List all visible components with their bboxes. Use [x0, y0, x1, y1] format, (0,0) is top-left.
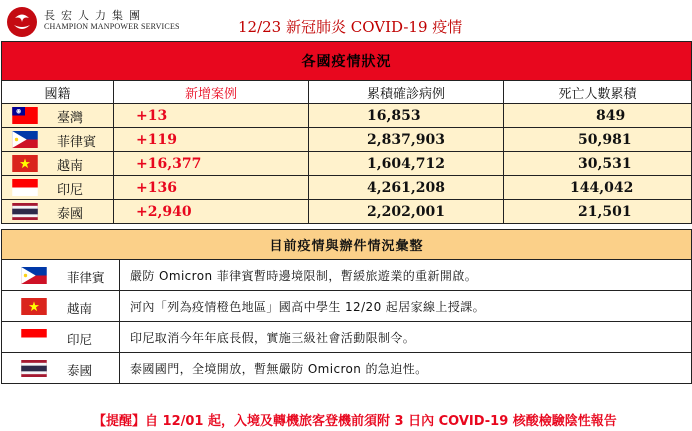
- table-row: [2, 200, 692, 224]
- philippines-flag-icon: [16, 267, 52, 284]
- summary-text: 河內「列為疫情橙色地區」國高中學生 12/20 起居家線上授課。: [120, 291, 692, 322]
- vietnam-flag-icon: [10, 155, 40, 172]
- country-cell: [2, 176, 114, 200]
- travel-reminder: 【提醒】自 12/01 起，入境及轉機旅客登機前須附 3 日內 COVID-19 核酸檢驗陰性報告: [93, 414, 617, 429]
- indonesia-flag-icon: [16, 329, 52, 346]
- death-count: 50,981: [504, 128, 692, 152]
- summary-country-cell: [2, 322, 120, 353]
- new-cases: +13: [114, 104, 309, 128]
- country-cell: [2, 128, 114, 152]
- country-cell: [2, 104, 114, 128]
- death-count: 849: [504, 104, 692, 128]
- table-row: [2, 104, 692, 128]
- new-cases: +119: [114, 128, 309, 152]
- summary-row: [2, 260, 692, 291]
- country-name: 臺灣: [57, 111, 84, 126]
- summary-text: 嚴防 Omicron 菲律賓暫時邊境限制，暫緩旅遊業的重新開啟。: [120, 260, 692, 291]
- summary-row: [2, 353, 692, 384]
- cumulative-cases: 16,853: [309, 104, 504, 128]
- new-cases: +136: [114, 176, 309, 200]
- col-header-cumulative: 累積確診病例: [309, 81, 504, 104]
- summary-row: [2, 291, 692, 322]
- summary-country-name: 越南: [67, 301, 93, 316]
- new-cases: +16,377: [114, 152, 309, 176]
- country-name: 泰國: [57, 207, 84, 222]
- death-count: 30,531: [504, 152, 692, 176]
- summary-text: 印尼取消今年年底長假，實施三級社會活動限制令。: [120, 322, 692, 353]
- table-row: [2, 152, 692, 176]
- philippines-flag-icon: [10, 131, 40, 148]
- indonesia-flag-icon: [10, 179, 40, 196]
- table-row: [2, 128, 692, 152]
- country-stats-table: [1, 41, 692, 224]
- page-title: 12/23 新冠肺炎 COVID-19 疫情: [238, 18, 463, 36]
- summary-country-cell: [2, 291, 120, 322]
- country-name: 印尼: [57, 183, 84, 198]
- col-header-deaths: 死亡人數累積: [504, 81, 692, 104]
- summary-text: 泰國國門，全境開放，暫無嚴防 Omicron 的急迫性。: [120, 353, 692, 384]
- summary-country-name: 印尼: [67, 332, 93, 347]
- new-cases: +2,940: [114, 200, 309, 224]
- cumulative-cases: 1,604,712: [309, 152, 504, 176]
- company-name-en: CHAMPION MANPOWER SERVICES: [44, 22, 180, 31]
- stats-banner: 各國疫情狀況: [2, 42, 692, 81]
- summary-row: [2, 322, 692, 353]
- taiwan-flag-icon: [10, 107, 40, 124]
- country-name: 菲律賓: [57, 135, 97, 150]
- summary-country-cell: [2, 260, 120, 291]
- summary-banner: 目前疫情與辦件情況彙整: [2, 230, 692, 260]
- col-header-new-cases: 新增案例: [114, 81, 309, 104]
- death-count: 144,042: [504, 176, 692, 200]
- country-cell: [2, 200, 114, 224]
- summary-country-cell: [2, 353, 120, 384]
- col-header-nationality: 國籍: [2, 81, 114, 104]
- summary-country-name: 泰國: [67, 363, 93, 378]
- champion-logo-icon: [6, 6, 38, 38]
- country-cell: [2, 152, 114, 176]
- thailand-flag-icon: [16, 360, 52, 377]
- situation-summary-table: [1, 229, 692, 384]
- cumulative-cases: 2,837,903: [309, 128, 504, 152]
- cumulative-cases: 2,202,001: [309, 200, 504, 224]
- country-name: 越南: [57, 159, 84, 174]
- summary-country-name: 菲律賓: [67, 270, 105, 285]
- death-count: 21,501: [504, 200, 692, 224]
- cumulative-cases: 4,261,208: [309, 176, 504, 200]
- company-name-cn: 長宏人力集團: [44, 9, 146, 22]
- vietnam-flag-icon: [16, 298, 52, 315]
- table-row: [2, 176, 692, 200]
- thailand-flag-icon: [10, 203, 40, 220]
